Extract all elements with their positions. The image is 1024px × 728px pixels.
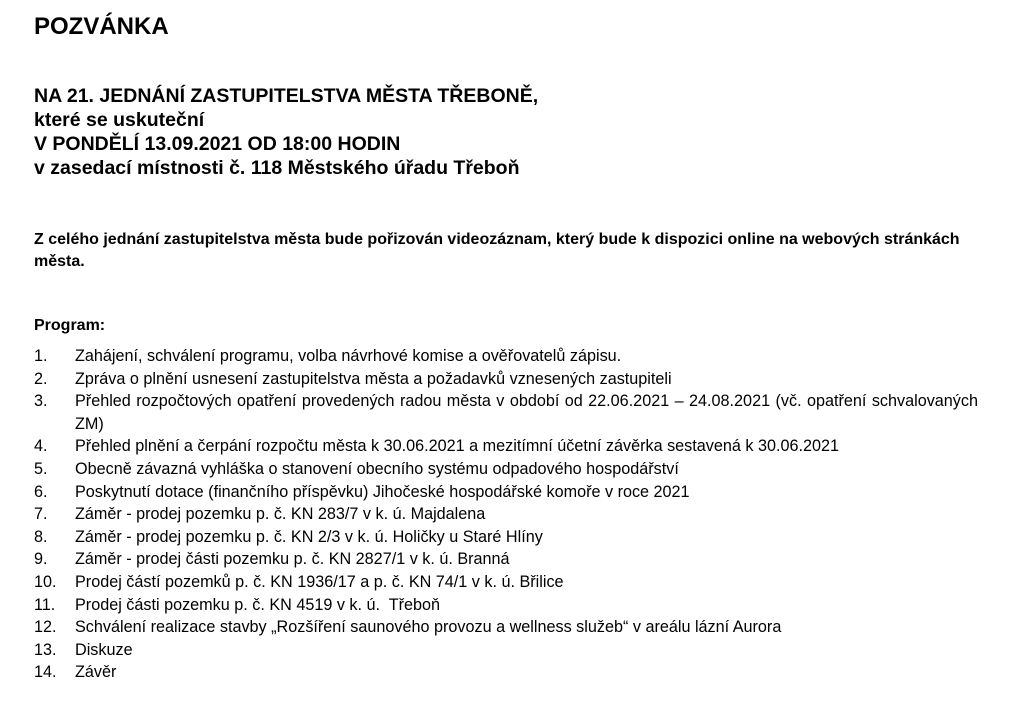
meeting-subheading: které se uskuteční [34, 109, 205, 131]
program-item-text: Prodej části pozemku p. č. KN 4519 v k. ú. Třeboň [75, 595, 441, 614]
program-item [34, 594, 978, 617]
program-item-number: 3. [34, 392, 48, 411]
meeting-location: v zasedací místnosti č. 118 Městského úřadu Třeboň [34, 157, 520, 179]
program-item-text: Obecně závazná vyhláška o stanovení obecního systému odpadového hospodářství [75, 459, 679, 478]
program-item [34, 503, 978, 526]
program-item-number: 11. [34, 595, 56, 614]
program-item-number: 12. [34, 618, 57, 637]
program-item-number: 4. [34, 437, 48, 456]
program-item-text: Prodej částí pozemků p. č. KN 1936/17 a p. č. KN 74/1 v k. ú. Břilice [75, 572, 564, 591]
program-item [34, 345, 978, 368]
program-item-number: 9. [34, 550, 48, 569]
program-item [34, 368, 978, 391]
program-item-number: 1. [34, 347, 48, 365]
program-item [34, 526, 978, 549]
program-item [34, 458, 978, 481]
program-item-number: 10. [34, 572, 57, 591]
program-item-text: Přehled rozpočtových opatření provedených radou města v období od 22.06.2021 – 24.08.2021 (vč. opatření schvalovaných ZM) [75, 392, 978, 433]
program-list [34, 345, 978, 684]
program-item-text: Přehled plnění a čerpání rozpočtu města k 30.06.2021 a mezitímní účetní závěrka sestavená k 30.06.2021 [75, 437, 839, 456]
meeting-header [34, 84, 538, 180]
program-item-number: 7. [34, 505, 48, 524]
program-item-text: Diskuze [75, 640, 133, 659]
program-item-text: Zpráva o plnění usnesení zastupitelstva města a požadavků vznesených zastupiteli [75, 369, 672, 388]
program-item [34, 616, 978, 639]
program-item [34, 481, 978, 504]
program-item-text: Záměr - prodej pozemku p. č. KN 2/3 v k. ú. Holičky u Staré Hlíny [75, 527, 543, 546]
program-item-text: Poskytnutí dotace (finančního příspěvku) Jihočeské hospodářské komoře v roce 2021 [75, 482, 690, 501]
program-item-number: 2. [34, 369, 48, 388]
program-item-text: Záměr - prodej pozemku p. č. KN 283/7 v k. ú. Majdalena [75, 505, 486, 524]
program-item-text: Závěr [75, 663, 117, 682]
program-item [34, 435, 978, 458]
program-item-text: Zahájení, schválení programu, volba návrhové komise a ověřovatelů zápisu. [75, 347, 622, 365]
document-title: POZVÁNKA [34, 13, 169, 40]
meeting-datetime: V PONDĚLÍ 13.09.2021 OD 18:00 HODIN [34, 133, 401, 155]
program-item [34, 661, 978, 684]
program-item-text: Schválení realizace stavby „Rozšíření saunového provozu a wellness služeb“ v areálu lázní Aurora [75, 618, 782, 637]
program-item-number: 13. [34, 640, 57, 659]
program-item [34, 548, 978, 571]
program-item [34, 390, 978, 435]
program-item-number: 5. [34, 459, 48, 478]
program-item-number: 8. [34, 527, 48, 546]
meeting-heading: NA 21. JEDNÁNÍ ZASTUPITELSTVA MĚSTA TŘEBONĚ, [34, 85, 539, 107]
program-item [34, 571, 978, 594]
program-item [34, 639, 978, 662]
program-item-number: 14. [34, 663, 57, 682]
program-item-number: 6. [34, 482, 48, 501]
program-label: Program: [34, 317, 106, 334]
video-recording-notice: Z celého jednání zastupitelstva města bude pořizován videozáznam, který bude k dispozici online na webových stránkách města. [34, 231, 960, 270]
program-item-text: Záměr - prodej části pozemku p. č. KN 2827/1 v k. ú. Branná [75, 550, 510, 569]
